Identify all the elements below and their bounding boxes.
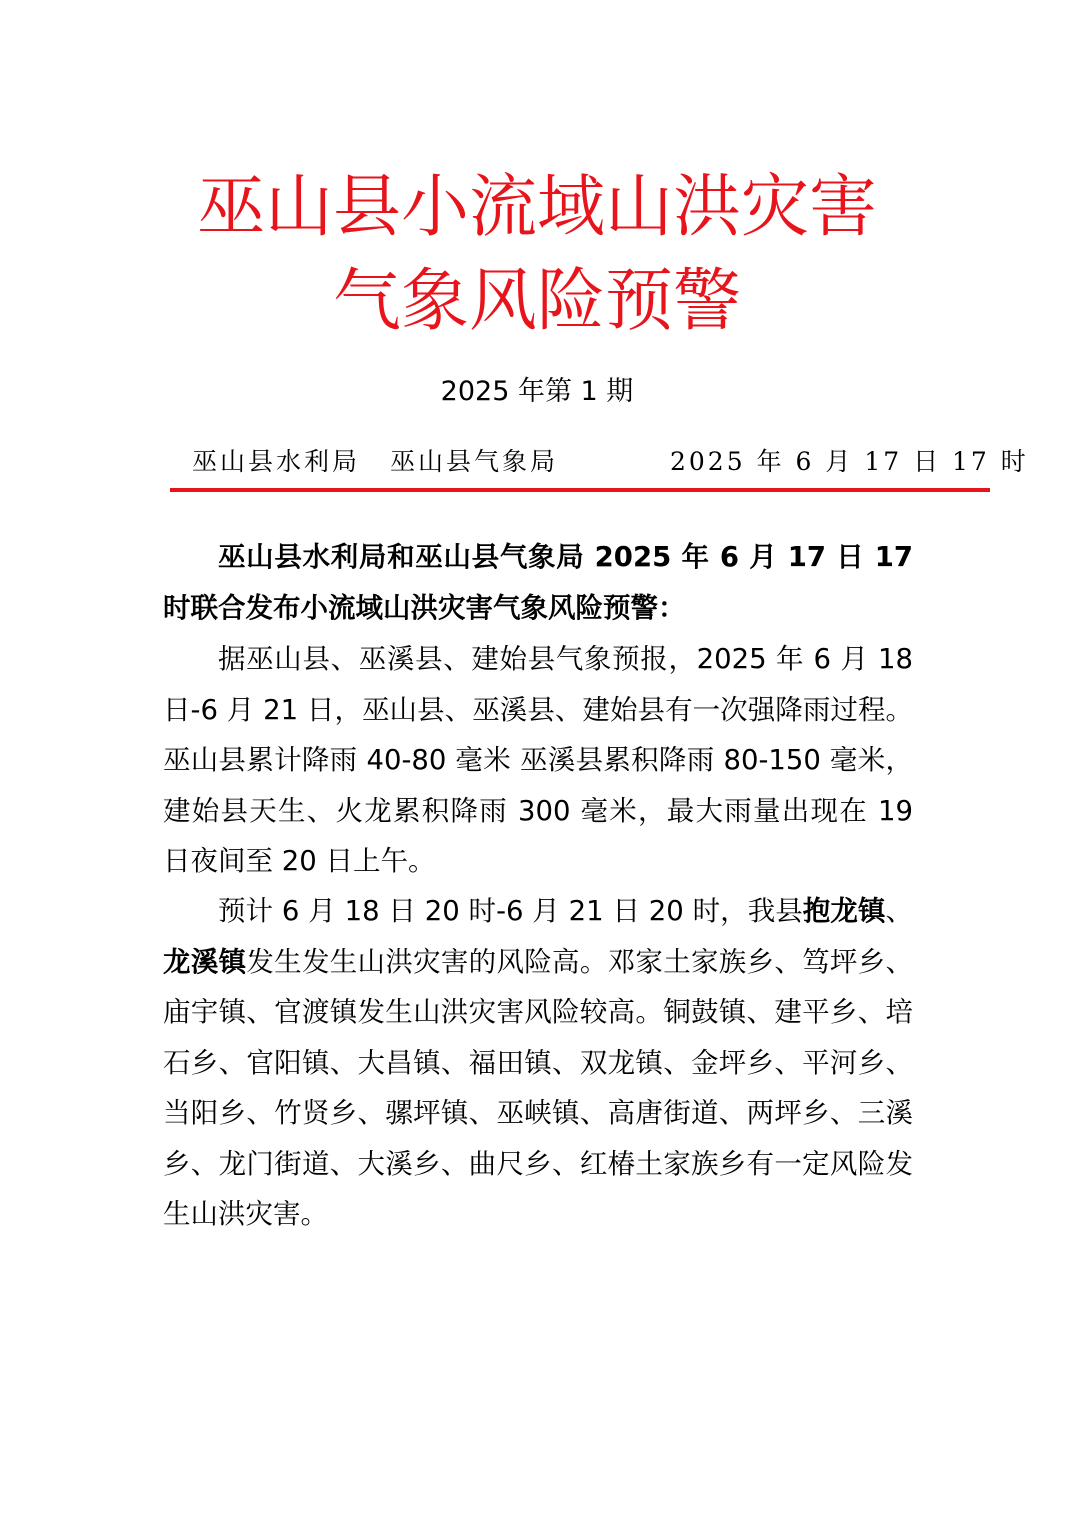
issue-datetime: 2025 年 6 月 17 日 17 时 — [670, 447, 1029, 476]
risk-details: 发生发生山洪灾害的风险高。邓家土家族乡、笃坪乡、庙宇镇、官渡镇发生山洪灾害风险较高。铜鼓镇、建平乡、培石乡、官阳镇、大昌镇、福田镇、双龙镇、金坪乡、平河乡、当阳乡、竹贤乡、骡坪镇、巫峡镇、高唐街道、两坪乡、三溪乡、龙门街道、大溪乡、曲尺乡、红椿土家族乡有一定风险发生山洪灾害。 — [163, 945, 914, 1230]
issuing-agencies — [192, 444, 558, 480]
risk-prefix: 预计 6 月 18 日 20 时-6 月 21 日 20 时，我县 — [218, 895, 803, 927]
document-title-line-2: 气象风险预警 — [332, 262, 741, 341]
risk-separator: 、 — [885, 895, 914, 927]
issue-number: 2025 年第 1 期 — [440, 376, 634, 407]
intro-paragraph: 巫山县水利局和巫山县气象局 2025 年 6 月 17 日 17 时联合发布小流域山洪灾害气象风险预警： — [163, 541, 913, 624]
red-divider-line — [170, 488, 990, 492]
document-title-line-1: 巫山县小流域山洪灾害 — [196, 168, 877, 247]
high-risk-town-2: 龙溪镇 — [163, 945, 247, 978]
high-risk-town-1: 抱龙镇 — [802, 895, 886, 927]
agency-water-resources: 巫山县水利局 — [192, 447, 361, 476]
risk-paragraph — [163, 886, 913, 1240]
forecast-paragraph: 据巫山县、巫溪县、建始县气象预报，2025 年 6 月 18 日-6 月 21 日，巫山县、巫溪县、建始县有一次强降雨过程。巫山县累计降雨 40-80 毫米 巫溪县累积降雨 80-150 毫米，建始县天生、火龙累积降雨 300 毫米，最大雨量出现在 19 日夜间至 20 日上午。 — [163, 643, 913, 877]
agency-meteorological: 巫山县气象局 — [390, 447, 559, 476]
